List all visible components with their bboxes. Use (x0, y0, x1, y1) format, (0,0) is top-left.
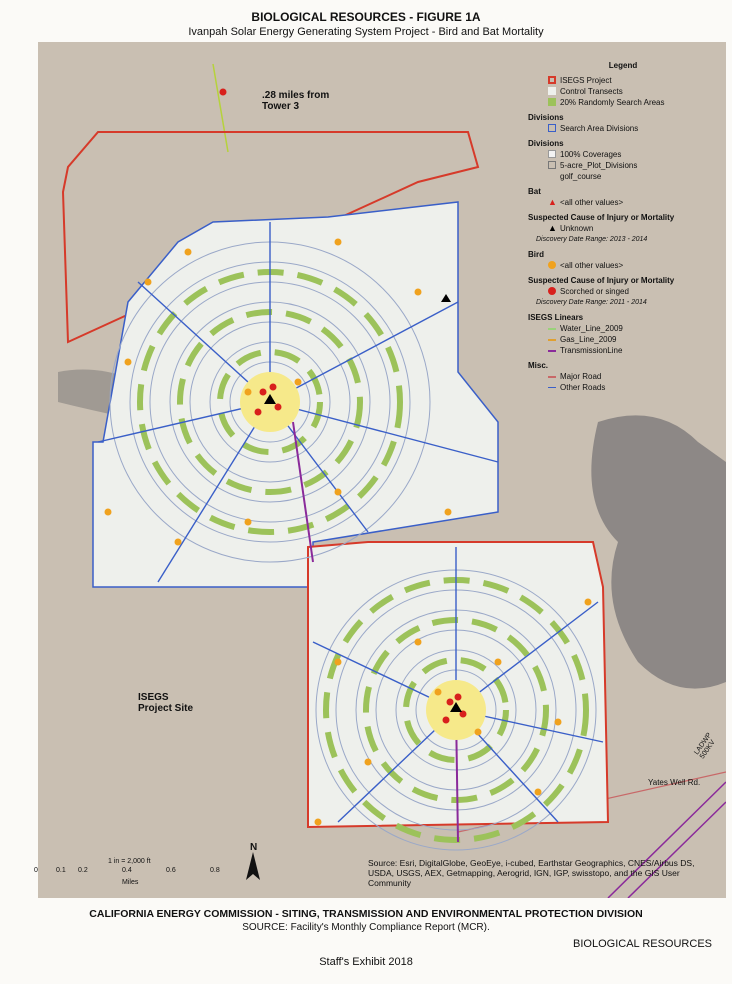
division-swatch (548, 124, 556, 132)
legend-bird-scorched: Scorched or singed (528, 286, 718, 297)
legend-bat-head: Bat (528, 187, 541, 196)
scale-bar (34, 858, 318, 886)
figure-title: BIOLOGICAL RESOURCES - FIGURE 1A (251, 10, 481, 24)
legend-divisions-head: Divisions (528, 113, 564, 122)
search-swatch (548, 98, 556, 106)
legend-random-search: 20% Randomly Search Areas (528, 97, 718, 108)
legend-bat-unknown: ▲ Unknown (548, 223, 594, 233)
transect-swatch (548, 87, 556, 95)
legend-search-area-div: Search Area Divisions (528, 123, 718, 134)
scale-tick: 0.1 (56, 867, 66, 874)
legend-control-transects: Control Transects (528, 86, 718, 97)
bat-triangle-red-icon: ▲ (548, 197, 557, 207)
north-label: N (250, 842, 258, 853)
site-label-line-2: Project Site (138, 703, 194, 714)
scale-text: 1 in = 2,000 ft (108, 858, 151, 865)
legend-misc-head: Misc. (528, 361, 549, 370)
scale-unit: Miles (122, 879, 139, 886)
legend-bat-range: Discovery Date Range: 2013 - 2014 (536, 236, 648, 243)
bird-dot-red-icon (548, 287, 556, 295)
legend-transmission: TransmissionLine (528, 345, 718, 356)
other-roads-swatch (548, 387, 556, 388)
site-label-line-1: ISEGS (138, 692, 169, 703)
legend-linears-head: ISEGS Linears (528, 313, 584, 322)
source-footer: SOURCE: Facility's Monthly Compliance Report (MCR). (242, 922, 490, 933)
legend-bat-cause: Suspected Cause of Injury or Mortality (528, 213, 675, 222)
agency-footer: CALIFORNIA ENERGY COMMISSION - SITING, TRANSMISSION AND ENVIRONMENTAL PROTECTION DIVISION (89, 908, 643, 920)
map-source: Source: Esri, DigitalGlobe, GeoEye, i-cubed, Earthstar Geographics, CNES/Airbus DS, USDA, USGS, AEX, Getmapping, Aerogrid, IGN, IGP, swisstopo, and the GIS User Community (368, 858, 695, 888)
section-label: BIOLOGICAL RESOURCES (573, 938, 712, 950)
legend-coverages: 100% Coverages (528, 149, 718, 160)
scale-tick: 0.4 (122, 867, 132, 874)
legend-isegs-project: ISEGS Project (528, 75, 718, 86)
bird-dot-orange-icon (548, 261, 556, 269)
transmission-swatch (548, 350, 556, 352)
tower-distance-label (262, 90, 329, 112)
legend-major-road: Major Road (528, 371, 718, 382)
legend-gas-line: Gas_Line_2009 (528, 334, 718, 345)
plot-swatch (548, 161, 556, 169)
coverage-swatch (548, 150, 556, 158)
gas-line-swatch (548, 339, 556, 341)
legend-golf-course: golf_course (560, 172, 602, 181)
bat-triangle-black-icon: ▲ (548, 223, 557, 233)
legend-plot-divisions: 5-acre_Plot_Divisions (528, 160, 718, 171)
legend (528, 60, 718, 393)
ladwp-label: LADWP 500KV (693, 731, 717, 761)
exhibit-label: Staff's Exhibit 2018 (319, 956, 413, 968)
legend-title: Legend (608, 61, 638, 70)
major-road-swatch (548, 376, 556, 378)
water-line-swatch (548, 328, 556, 330)
legend-bird-range: Discovery Date Range: 2011 - 2014 (536, 299, 647, 306)
scale-tick: 0 (34, 867, 38, 874)
legend-bat-all: ▲ <all other values> (548, 197, 624, 207)
tower-distance-tower: Tower 3 (262, 101, 300, 112)
scale-tick: 0.2 (78, 867, 88, 874)
scale-tick: 0.6 (166, 867, 176, 874)
legend-other-roads: Other Roads (528, 382, 718, 393)
site-label (138, 692, 193, 714)
boundary-swatch (548, 76, 556, 84)
tower-distance-value: .28 miles from (262, 90, 330, 101)
legend-divisions-head-2: Divisions (528, 139, 564, 148)
legend-bird-all: <all other values> (528, 260, 718, 271)
road-label: Yates Well Rd. (648, 778, 701, 787)
legend-bird-head: Bird (528, 250, 544, 259)
scale-tick: 0.8 (210, 867, 220, 874)
figure-subtitle: Ivanpah Solar Energy Generating System Project - Bird and Bat Mortality (188, 26, 544, 38)
legend-bird-cause: Suspected Cause of Injury or Mortality (528, 276, 675, 285)
legend-water-line: Water_Line_2009 (528, 323, 718, 334)
